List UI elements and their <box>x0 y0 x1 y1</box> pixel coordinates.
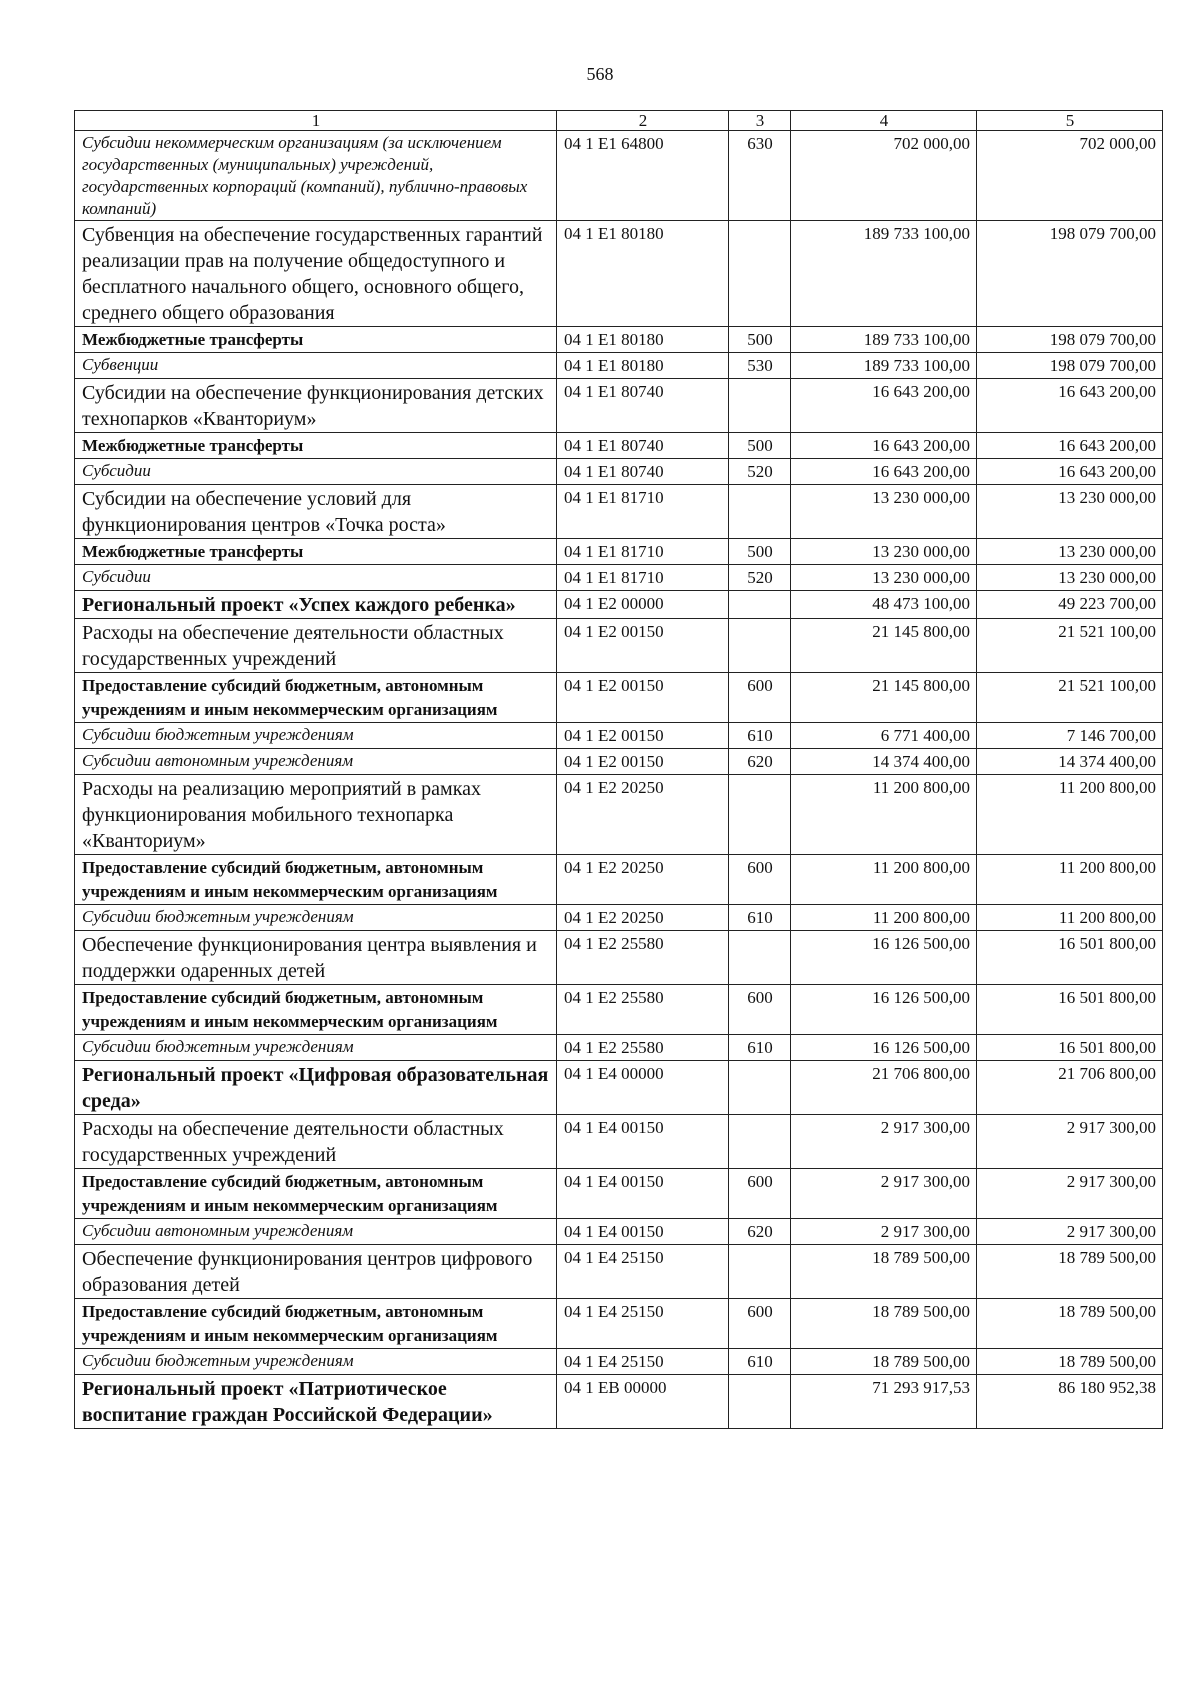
row-expense-type <box>729 591 791 619</box>
row-target-code: 04 1 E1 81710 <box>557 485 729 539</box>
row-amount-col4: 2 917 300,00 <box>791 1169 977 1219</box>
row-name: Субвенции <box>75 353 557 379</box>
row-name: Предоставление субсидий бюджетным, автономным учреждениям и иным некоммерческим организациям <box>75 1169 557 1219</box>
row-target-code: 04 1 E1 80180 <box>557 327 729 353</box>
row-amount-col5: 16 643 200,00 <box>977 433 1163 459</box>
row-amount-col4: 189 733 100,00 <box>791 327 977 353</box>
column-header-5: 5 <box>977 111 1163 131</box>
row-amount-col4: 21 145 800,00 <box>791 673 977 723</box>
row-expense-type: 610 <box>729 905 791 931</box>
row-amount-col4: 702 000,00 <box>791 131 977 221</box>
row-amount-col5: 198 079 700,00 <box>977 221 1163 327</box>
row-name: Региональный проект «Патриотическое воспитание граждан Российской Федерации» <box>75 1375 557 1429</box>
table-row <box>75 673 1163 723</box>
table-row <box>75 619 1163 673</box>
row-target-code: 04 1 E2 00150 <box>557 723 729 749</box>
row-target-code: 04 1 E4 00150 <box>557 1169 729 1219</box>
row-amount-col4: 2 917 300,00 <box>791 1115 977 1169</box>
row-amount-col4: 48 473 100,00 <box>791 591 977 619</box>
row-amount-col4: 189 733 100,00 <box>791 353 977 379</box>
row-amount-col4: 18 789 500,00 <box>791 1245 977 1299</box>
row-amount-col5: 198 079 700,00 <box>977 327 1163 353</box>
row-amount-col4: 16 643 200,00 <box>791 379 977 433</box>
row-target-code: 04 1 E2 00000 <box>557 591 729 619</box>
row-target-code: 04 1 E4 00150 <box>557 1219 729 1245</box>
row-target-code: 04 1 E1 80180 <box>557 221 729 327</box>
row-amount-col4: 16 126 500,00 <box>791 931 977 985</box>
table-row <box>75 131 1163 221</box>
row-name: Предоставление субсидий бюджетным, автономным учреждениям и иным некоммерческим организациям <box>75 985 557 1035</box>
row-expense-type: 600 <box>729 673 791 723</box>
table-row <box>75 591 1163 619</box>
row-expense-type: 610 <box>729 723 791 749</box>
row-expense-type <box>729 1245 791 1299</box>
row-amount-col5: 16 643 200,00 <box>977 379 1163 433</box>
row-amount-col5: 11 200 800,00 <box>977 775 1163 855</box>
table-row <box>75 1375 1163 1429</box>
row-expense-type <box>729 1061 791 1115</box>
row-target-code: 04 1 E2 20250 <box>557 855 729 905</box>
row-target-code: 04 1 E2 00150 <box>557 749 729 775</box>
table-row <box>75 1115 1163 1169</box>
row-expense-type <box>729 1115 791 1169</box>
row-expense-type <box>729 379 791 433</box>
row-amount-col4: 21 145 800,00 <box>791 619 977 673</box>
row-amount-col4: 2 917 300,00 <box>791 1219 977 1245</box>
row-name: Расходы на обеспечение деятельности областных государственных учреждений <box>75 619 557 673</box>
row-expense-type <box>729 619 791 673</box>
row-target-code: 04 1 E4 00000 <box>557 1061 729 1115</box>
row-name: Региональный проект «Цифровая образовательная среда» <box>75 1061 557 1115</box>
row-amount-col5: 21 521 100,00 <box>977 673 1163 723</box>
table-row <box>75 855 1163 905</box>
row-amount-col5: 702 000,00 <box>977 131 1163 221</box>
table-row <box>75 565 1163 591</box>
row-expense-type: 600 <box>729 1169 791 1219</box>
row-name: Расходы на реализацию мероприятий в рамках функционирования мобильного технопарка «Кванториум» <box>75 775 557 855</box>
row-name: Субсидии бюджетным учреждениям <box>75 1349 557 1375</box>
row-expense-type: 500 <box>729 327 791 353</box>
row-expense-type <box>729 775 791 855</box>
row-name: Обеспечение функционирования центра выявления и поддержки одаренных детей <box>75 931 557 985</box>
table-row <box>75 749 1163 775</box>
row-target-code: 04 1 E4 25150 <box>557 1349 729 1375</box>
row-amount-col4: 21 706 800,00 <box>791 1061 977 1115</box>
row-amount-col4: 14 374 400,00 <box>791 749 977 775</box>
table-row <box>75 1219 1163 1245</box>
row-amount-col5: 13 230 000,00 <box>977 485 1163 539</box>
row-target-code: 04 1 E2 00150 <box>557 619 729 673</box>
row-amount-col4: 13 230 000,00 <box>791 485 977 539</box>
row-amount-col5: 7 146 700,00 <box>977 723 1163 749</box>
table-row <box>75 723 1163 749</box>
row-amount-col4: 71 293 917,53 <box>791 1375 977 1429</box>
table-row <box>75 985 1163 1035</box>
row-target-code: 04 1 E2 25580 <box>557 985 729 1035</box>
row-expense-type <box>729 1375 791 1429</box>
row-expense-type: 630 <box>729 131 791 221</box>
row-amount-col5: 16 501 800,00 <box>977 1035 1163 1061</box>
row-amount-col5: 16 643 200,00 <box>977 459 1163 485</box>
row-expense-type: 620 <box>729 749 791 775</box>
row-amount-col5: 11 200 800,00 <box>977 855 1163 905</box>
row-amount-col4: 11 200 800,00 <box>791 905 977 931</box>
row-amount-col4: 11 200 800,00 <box>791 855 977 905</box>
table-row <box>75 353 1163 379</box>
row-name: Субвенция на обеспечение государственных гарантий реализации прав на получение общедоступного и бесплатного начального общего, основного общего, среднего общего образования <box>75 221 557 327</box>
row-expense-type: 600 <box>729 1299 791 1349</box>
row-expense-type <box>729 221 791 327</box>
row-expense-type: 620 <box>729 1219 791 1245</box>
table-row <box>75 775 1163 855</box>
table-row <box>75 931 1163 985</box>
row-amount-col4: 11 200 800,00 <box>791 775 977 855</box>
row-amount-col5: 14 374 400,00 <box>977 749 1163 775</box>
row-name: Субсидии бюджетным учреждениям <box>75 1035 557 1061</box>
row-target-code: 04 1 E2 25580 <box>557 1035 729 1061</box>
table-row <box>75 433 1163 459</box>
row-target-code: 04 1 E4 00150 <box>557 1115 729 1169</box>
row-target-code: 04 1 E1 80740 <box>557 433 729 459</box>
row-amount-col5: 198 079 700,00 <box>977 353 1163 379</box>
budget-table <box>74 110 1163 1429</box>
row-amount-col5: 13 230 000,00 <box>977 565 1163 591</box>
row-target-code: 04 1 E4 25150 <box>557 1299 729 1349</box>
row-amount-col5: 86 180 952,38 <box>977 1375 1163 1429</box>
row-amount-col5: 2 917 300,00 <box>977 1115 1163 1169</box>
row-name: Региональный проект «Успех каждого ребенка» <box>75 591 557 619</box>
row-name: Межбюджетные трансферты <box>75 327 557 353</box>
column-number-row <box>75 111 1163 131</box>
row-name: Субсидии автономным учреждениям <box>75 1219 557 1245</box>
row-amount-col4: 16 643 200,00 <box>791 459 977 485</box>
row-target-code: 04 1 E4 25150 <box>557 1245 729 1299</box>
row-target-code: 04 1 E1 64800 <box>557 131 729 221</box>
row-expense-type: 500 <box>729 539 791 565</box>
budget-table-body <box>75 111 1163 1429</box>
table-row <box>75 1035 1163 1061</box>
row-amount-col4: 16 126 500,00 <box>791 985 977 1035</box>
row-target-code: 04 1 E1 81710 <box>557 539 729 565</box>
row-amount-col4: 18 789 500,00 <box>791 1349 977 1375</box>
row-expense-type: 520 <box>729 565 791 591</box>
row-target-code: 04 1 E2 20250 <box>557 905 729 931</box>
table-row <box>75 327 1163 353</box>
table-row <box>75 539 1163 565</box>
row-target-code: 04 1 E2 20250 <box>557 775 729 855</box>
row-name: Предоставление субсидий бюджетным, автономным учреждениям и иным некоммерческим организациям <box>75 855 557 905</box>
row-amount-col4: 189 733 100,00 <box>791 221 977 327</box>
row-amount-col5: 21 706 800,00 <box>977 1061 1163 1115</box>
table-row <box>75 1349 1163 1375</box>
row-expense-type <box>729 931 791 985</box>
table-row <box>75 221 1163 327</box>
row-name: Межбюджетные трансферты <box>75 433 557 459</box>
row-target-code: 04 1 E1 80740 <box>557 459 729 485</box>
row-target-code: 04 1 E1 81710 <box>557 565 729 591</box>
row-amount-col5: 2 917 300,00 <box>977 1169 1163 1219</box>
row-amount-col5: 18 789 500,00 <box>977 1349 1163 1375</box>
row-amount-col5: 13 230 000,00 <box>977 539 1163 565</box>
row-name: Субсидии бюджетным учреждениям <box>75 905 557 931</box>
row-amount-col5: 11 200 800,00 <box>977 905 1163 931</box>
row-amount-col4: 13 230 000,00 <box>791 565 977 591</box>
table-row <box>75 1061 1163 1115</box>
row-target-code: 04 1 E2 00150 <box>557 673 729 723</box>
table-row <box>75 485 1163 539</box>
column-header-3: 3 <box>729 111 791 131</box>
row-amount-col5: 16 501 800,00 <box>977 985 1163 1035</box>
row-name: Субсидии <box>75 459 557 485</box>
row-amount-col5: 49 223 700,00 <box>977 591 1163 619</box>
row-name: Субсидии бюджетным учреждениям <box>75 723 557 749</box>
row-name: Обеспечение функционирования центров цифрового образования детей <box>75 1245 557 1299</box>
table-row <box>75 1169 1163 1219</box>
row-expense-type: 520 <box>729 459 791 485</box>
row-expense-type: 500 <box>729 433 791 459</box>
row-expense-type <box>729 485 791 539</box>
row-expense-type: 600 <box>729 855 791 905</box>
table-row <box>75 379 1163 433</box>
row-name: Межбюджетные трансферты <box>75 539 557 565</box>
row-amount-col4: 16 643 200,00 <box>791 433 977 459</box>
row-name: Предоставление субсидий бюджетным, автономным учреждениям и иным некоммерческим организациям <box>75 1299 557 1349</box>
row-amount-col5: 21 521 100,00 <box>977 619 1163 673</box>
row-expense-type: 610 <box>729 1035 791 1061</box>
row-name: Субсидии <box>75 565 557 591</box>
row-target-code: 04 1 E2 25580 <box>557 931 729 985</box>
row-target-code: 04 1 EB 00000 <box>557 1375 729 1429</box>
row-amount-col4: 18 789 500,00 <box>791 1299 977 1349</box>
column-header-1: 1 <box>75 111 557 131</box>
row-target-code: 04 1 E1 80740 <box>557 379 729 433</box>
row-name: Предоставление субсидий бюджетным, автономным учреждениям и иным некоммерческим организациям <box>75 673 557 723</box>
table-row <box>75 459 1163 485</box>
row-amount-col4: 6 771 400,00 <box>791 723 977 749</box>
column-header-4: 4 <box>791 111 977 131</box>
table-row <box>75 1299 1163 1349</box>
table-row <box>75 1245 1163 1299</box>
row-expense-type: 530 <box>729 353 791 379</box>
row-amount-col4: 16 126 500,00 <box>791 1035 977 1061</box>
row-target-code: 04 1 E1 80180 <box>557 353 729 379</box>
row-name: Субсидии некоммерческим организациям (за исключением государственных (муниципальных) учреждений, государственных корпораций (компаний), публично-правовых компаний) <box>75 131 557 221</box>
row-amount-col4: 13 230 000,00 <box>791 539 977 565</box>
row-amount-col5: 2 917 300,00 <box>977 1219 1163 1245</box>
row-name: Субсидии на обеспечение условий для функционирования центров «Точка роста» <box>75 485 557 539</box>
row-name: Расходы на обеспечение деятельности областных государственных учреждений <box>75 1115 557 1169</box>
row-amount-col5: 18 789 500,00 <box>977 1245 1163 1299</box>
table-row <box>75 905 1163 931</box>
column-header-2: 2 <box>557 111 729 131</box>
row-expense-type: 610 <box>729 1349 791 1375</box>
page-number: 568 <box>586 64 614 84</box>
row-name: Субсидии на обеспечение функционирования детских технопарков «Кванториум» <box>75 379 557 433</box>
row-amount-col5: 16 501 800,00 <box>977 931 1163 985</box>
row-expense-type: 600 <box>729 985 791 1035</box>
row-amount-col5: 18 789 500,00 <box>977 1299 1163 1349</box>
row-name: Субсидии автономным учреждениям <box>75 749 557 775</box>
